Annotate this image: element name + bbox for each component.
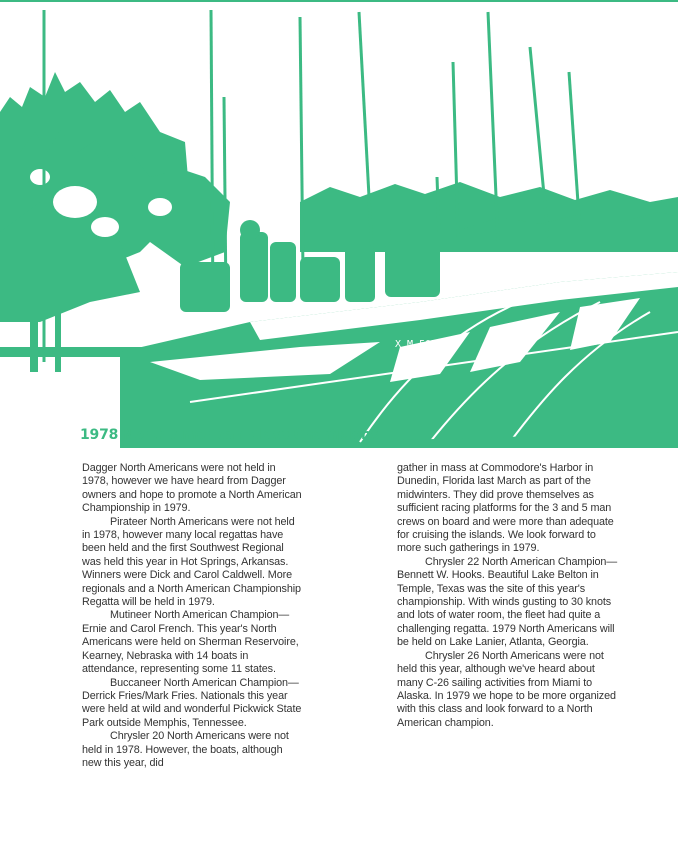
article-headline: 1978 North American Class Champions	[80, 427, 379, 443]
left-column	[82, 462, 304, 770]
paragraph-mutineer: Mutineer North American Champion—Ernie and Carol French. This year's North Americans were held on Sherman Reservoire, Kearney, Nebraska with 14 boats in attendance, representing some 11 states.	[82, 609, 299, 676]
sailboat-photo	[0, 2, 678, 448]
paragraph-chrysler-20-cont: gather in mass at Commodore's Harbor in Dunedin, Florida last March as part of the midwinters. They did prove themselves as sufficient racing platforms for the 3 and 5 man crews on board and were more than adequate for cruising the islands. We look forward to more such gatherings in 1979.	[397, 462, 614, 555]
paragraph-chrysler-22: Chrysler 22 North American Champion—Bennett W. Hooks. Beautiful Lake Belton in Temple, Texas was the site of this year's championship. With winds gusting to 30 knots and lots of water room, the fleet had quite a challenging regatta. 1979 North Americans will be held on Lake Lanier, Atlanta, Georgia.	[397, 555, 618, 649]
paragraph-dagger: Dagger North Americans were not held in 1978, however we have heard from Dagger owners and hope to promote a North American Championship in 1979.	[82, 462, 302, 515]
paragraph-chrysler-20: Chrysler 20 North Americans were not held in 1978. However, the boats, although new this year, did	[82, 730, 289, 769]
paragraph-chrysler-26: Chrysler 26 North Americans were not held this year, although we've heard about many C-26 sailing activities from Miami to Alaska. In 1979 we hope to be more organized with this class and look forward to a North American champion.	[397, 649, 616, 729]
paragraph-pirateer: Pirateer North Americans were not held in 1978, however many local regattas have been held and the first Southwest Regional was held this year in Hot Springs, Arkansas. Winners were Dick and Carol Caldwell. More regionals and a North American Championship Regatta will be held in 1979.	[82, 515, 301, 609]
hull-marking: X M 5075 C	[395, 339, 456, 350]
paragraph-buccaneer: Buccaneer North American Champion—Derrick Fries/Mark Fries. Nationals this year were held at wild and wonderful Pickwick State Park outside Memphis, Tennessee.	[82, 676, 302, 729]
right-column	[397, 462, 622, 730]
